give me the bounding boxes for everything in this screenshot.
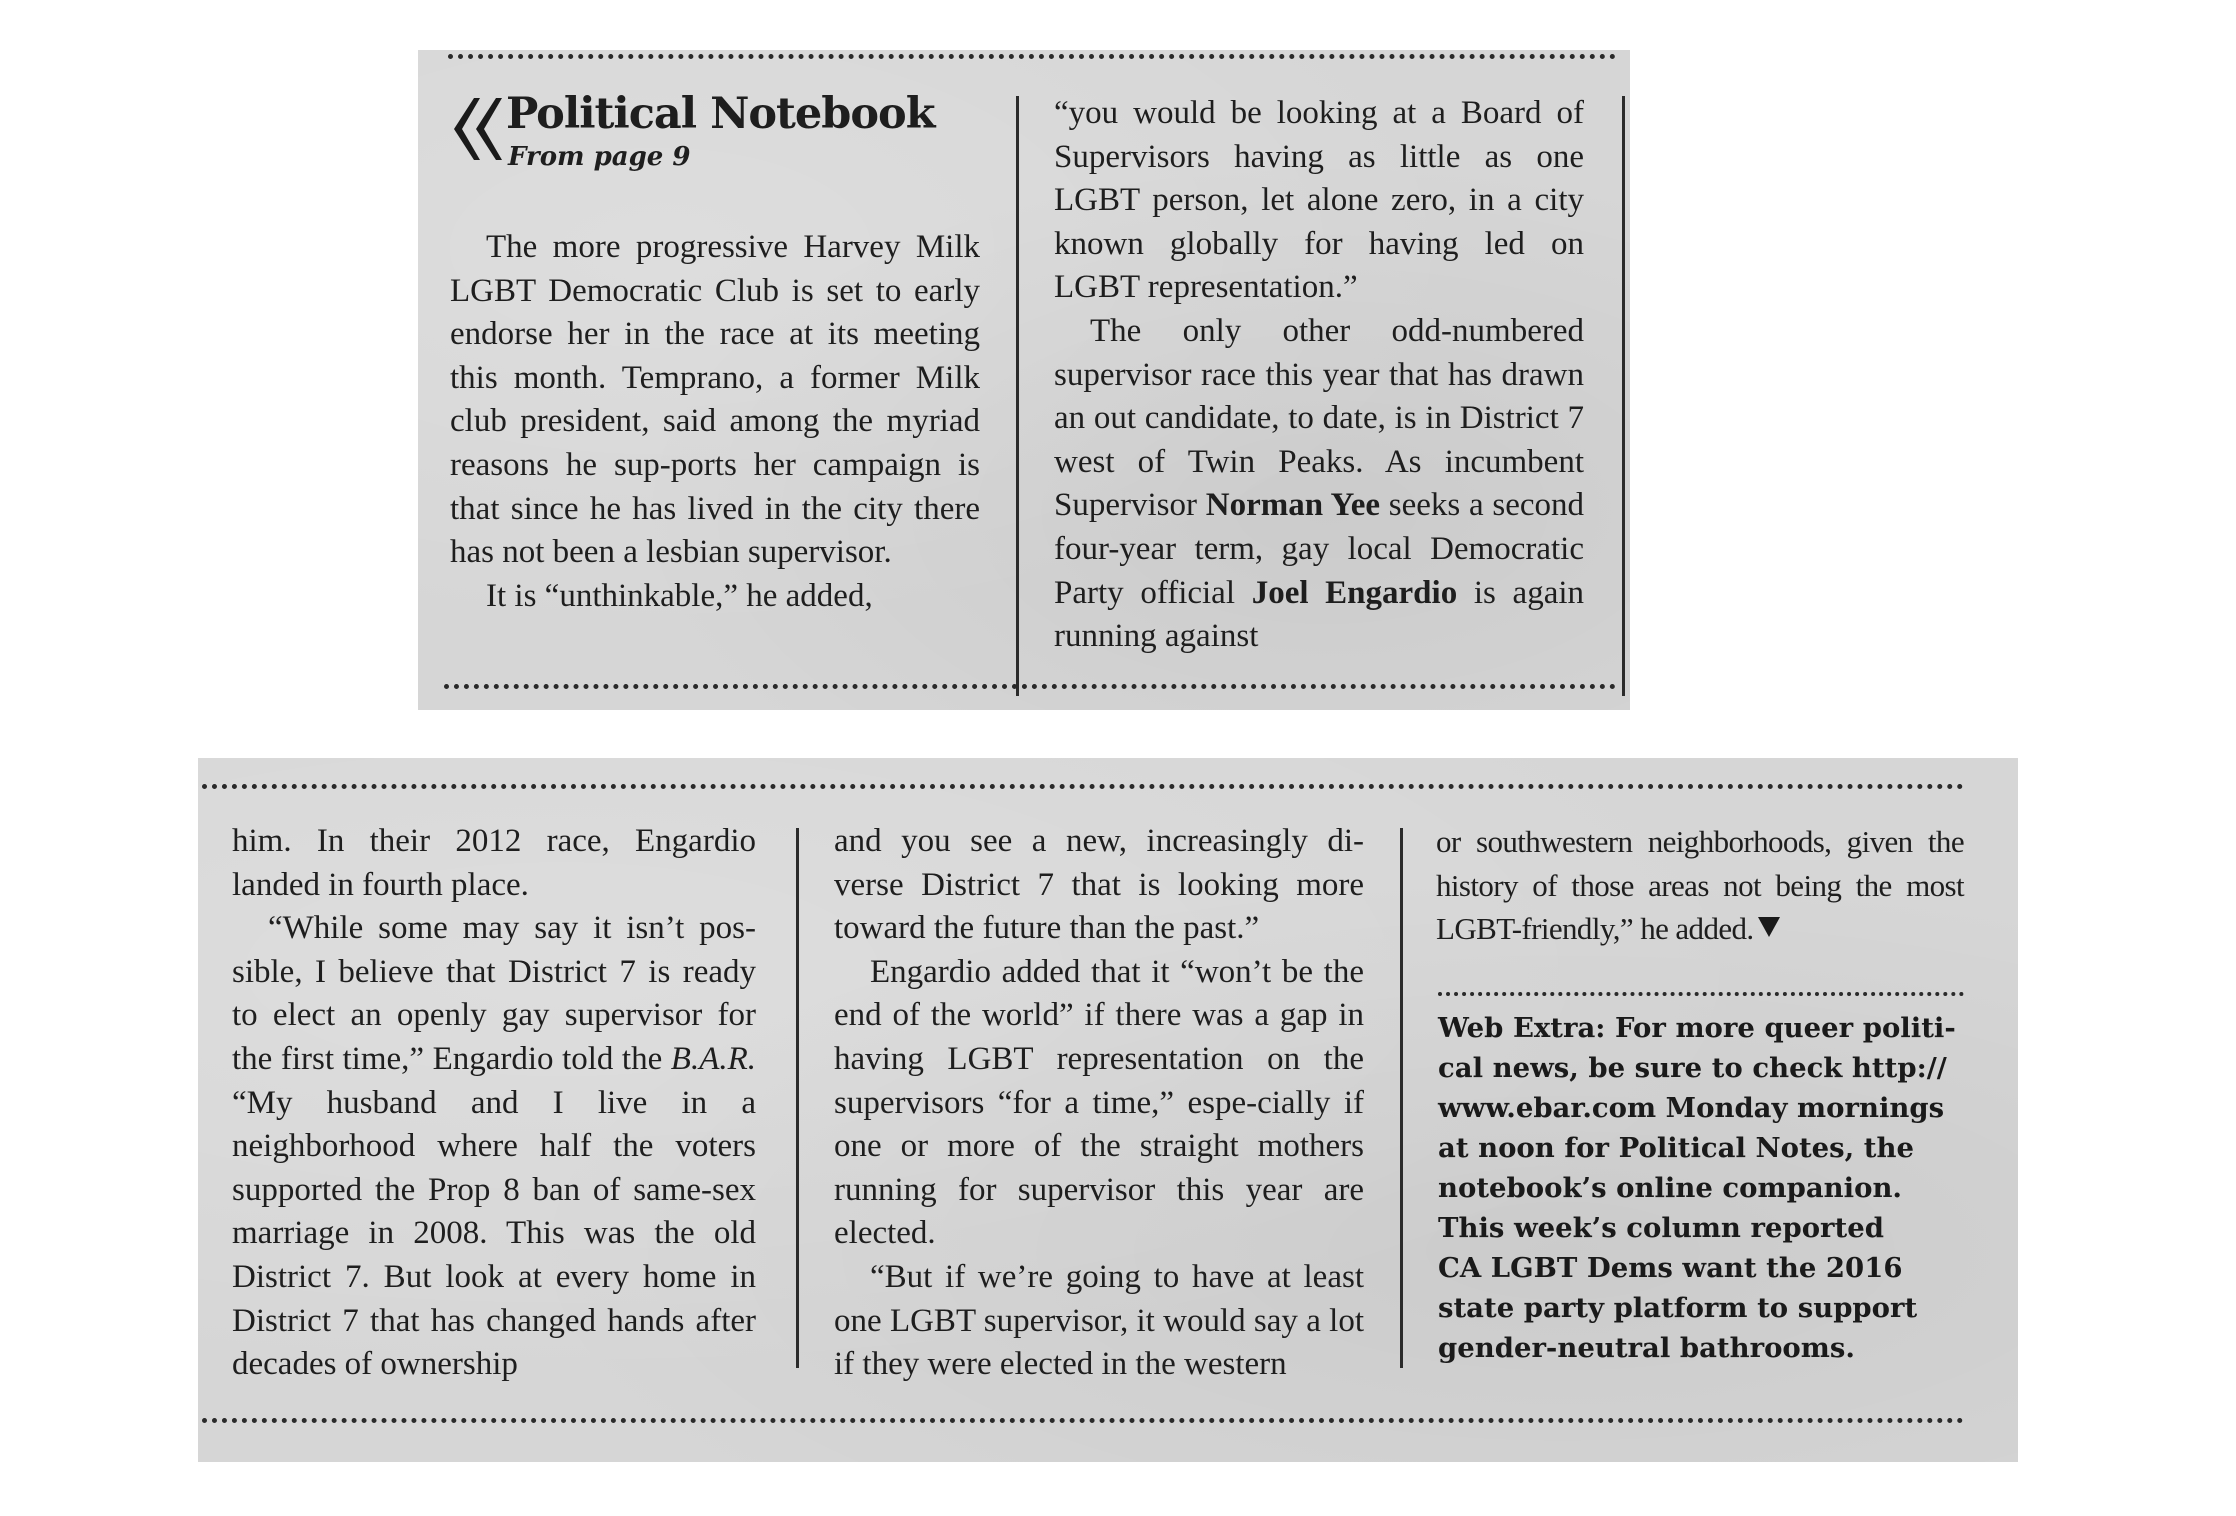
bottom-column-2 xyxy=(834,820,1364,1387)
section-header xyxy=(448,86,968,182)
section-title: Political Notebook xyxy=(506,89,935,139)
web-extra-line: CA LGBT Dems want the 2016 xyxy=(1438,1252,1903,1284)
web-extra-line: gender-neutral bathrooms. xyxy=(1438,1332,1855,1364)
publication-name: B.A.R. xyxy=(670,1040,757,1077)
web-extra-line: This week’s column reported xyxy=(1438,1212,1884,1244)
name-norman-yee: Norman Yee xyxy=(1205,487,1381,524)
name-joel-engardio: Joel Engardio xyxy=(1251,574,1458,611)
top-column-2 xyxy=(1054,92,1584,659)
web-extra-line: state party platform to support xyxy=(1438,1292,1918,1324)
column-divider xyxy=(1400,828,1403,1368)
dotted-rule-web-extra xyxy=(1438,992,1964,996)
web-extra-note xyxy=(1438,1008,1956,1368)
paragraph: or southwestern neighborhoods, given the history of those areas not being the most LGBT-friendly,” he added. xyxy=(1436,824,1964,947)
web-extra-line: cal news, be sure to check http:// xyxy=(1438,1052,1947,1084)
end-mark-triangle-icon xyxy=(1758,917,1780,937)
column-divider xyxy=(1016,96,1019,696)
paragraph: The more progressive Harvey Milk LGBT Democratic Club is set to early endorse her in the race at its meeting this month. Temprano, a former Milk club president, said among the myriad reasons he sup-ports her campaign is that since he has lived in the city there has not been a lesbian supervisor. xyxy=(450,229,980,571)
paragraph: him. In their 2012 race, Engardio landed in fourth place. xyxy=(232,823,756,903)
web-extra-line: Web Extra: For more queer politi- xyxy=(1438,1012,1956,1044)
top-column-1 xyxy=(450,226,980,618)
continued-from: From page 9 xyxy=(508,142,691,172)
paragraph: The only other odd-numbered supervisor race this year that has drawn an out candidate, to date, is in District 7 west of Twin Peaks. As incumbent Supervisor Norman Yee seeks a second four-year term, gay local Democratic Party official Joel Engardio is again running against xyxy=(1054,312,1585,655)
dotted-rule-top xyxy=(202,784,1964,789)
paragraph: It is “unthinkable,” he added, xyxy=(486,577,873,614)
clipping-bottom xyxy=(198,758,2018,1462)
bottom-column-1 xyxy=(232,820,756,1387)
column-edge-rule xyxy=(1622,96,1625,696)
paragraph: and you see a new, increasingly di-verse District 7 that is looking more toward the future than the past.” xyxy=(834,823,1364,947)
double-chevron-left-icon xyxy=(448,94,504,164)
web-extra-line: www.ebar.com Monday mornings xyxy=(1438,1092,1945,1124)
column-divider xyxy=(796,828,799,1368)
bottom-column-3 xyxy=(1436,820,1964,951)
paragraph: “While some may say it isn’t pos-sible, I believe that District 7 is ready to elect an openly gay supervisor for the first time,” Engardio told the B.A.R. “My husband and I live in a neighborhood where half the voters supported the Prop 8 ban of same-sex marriage in 2008. This was the old District 7. But look at every home in District 7 that has changed hands after decades of ownership xyxy=(232,910,757,1383)
dotted-rule-bottom xyxy=(444,684,1616,689)
paragraph: “you would be looking at a Board of Supervisors having as little as one LGBT person, let alone zero, in a city known globally for having led on LGBT representation.” xyxy=(1054,95,1584,306)
dotted-rule-bottom xyxy=(202,1418,1964,1423)
clipping-top xyxy=(418,50,1630,710)
web-extra-line: at noon for Political Notes, the xyxy=(1438,1132,1914,1164)
paragraph: “But if we’re going to have at least one LGBT supervisor, it would say a lot if they were elected in the western xyxy=(834,1258,1364,1383)
dotted-rule-top xyxy=(448,54,1616,59)
paragraph: Engardio added that it “won’t be the end of the world” if there was a gap in having LGBT representation on the supervisors “for a time,” espe-cially if one or more of the straight mothers running for supervisor this year are elected. xyxy=(834,953,1364,1252)
web-extra-line: notebook’s online companion. xyxy=(1438,1172,1903,1204)
